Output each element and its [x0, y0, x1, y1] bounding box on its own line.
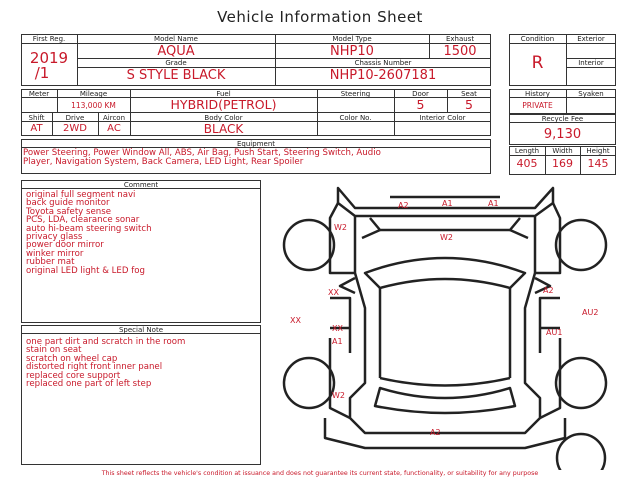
- steering-label: Steering: [340, 90, 371, 98]
- first-reg-year: 2019: [29, 49, 69, 67]
- height-label: Height: [586, 147, 610, 155]
- list-item: PCS, LDA, clearance sonar: [26, 215, 140, 226]
- model-name: AQUA: [157, 44, 195, 59]
- door-label: Door: [412, 90, 429, 98]
- model-name-label: Model Name: [154, 35, 198, 43]
- color-no-label: Color No.: [339, 114, 372, 122]
- list-item: power door mirror: [26, 240, 104, 251]
- shift-label: Shift: [28, 114, 45, 122]
- list-item: rubber mat: [26, 257, 75, 268]
- chassis-label: Chassis Number: [354, 59, 412, 67]
- aircon: AC: [107, 123, 121, 134]
- wheel-rear-right: [556, 358, 606, 408]
- height: 145: [587, 157, 609, 170]
- list-item: Toyota safety sense: [26, 206, 111, 217]
- grade: S STYLE BLACK: [126, 68, 226, 83]
- wheel-front-left: [284, 220, 334, 270]
- chassis-number: NHP10-2607181: [329, 68, 437, 83]
- door-count: 5: [416, 97, 425, 112]
- list-item: one part dirt and scratch in the room: [26, 337, 186, 347]
- seat-count: 5: [465, 97, 473, 112]
- list-item: privacy glass: [26, 232, 83, 243]
- width: 169: [552, 157, 573, 170]
- interior-label: Interior: [578, 59, 604, 67]
- equipment-label: Equipment: [237, 140, 275, 148]
- body-color-label: Body Color: [204, 114, 243, 122]
- list-item: winker mirror: [26, 248, 84, 259]
- list-item: original LED light & LED fog: [26, 265, 145, 276]
- mileage-label: Mileage: [79, 90, 108, 98]
- list-item: replaced one part of left step: [26, 379, 152, 390]
- rear-window: [375, 388, 515, 413]
- condition-label: Condition: [520, 35, 555, 43]
- recycle-fee: 9,130: [543, 127, 582, 142]
- damage-mark: W2: [334, 223, 347, 232]
- drive: 2WD: [63, 123, 87, 134]
- car-damage-diagram: [270, 178, 620, 470]
- meter-label: Meter: [28, 90, 50, 98]
- list-item: replaced core support: [26, 370, 121, 381]
- damage-mark: AU2: [582, 308, 599, 317]
- comment-label: Comment: [123, 181, 159, 189]
- damage-mark: A1: [332, 337, 343, 346]
- mileage: 113,000 KM: [71, 101, 116, 110]
- history-label: History: [525, 90, 550, 98]
- grade-label: Grade: [165, 59, 187, 67]
- page-title: Vehicle Information Sheet: [217, 8, 423, 26]
- equipment-line-2: Player, Navigation System, Back Camera, LED Light, Rear Spoiler: [23, 157, 304, 167]
- model-type-label: Model Type: [332, 35, 372, 43]
- special-note-label: Special Note: [118, 326, 164, 334]
- equipment-line-1: Power Steering, Power Window All, ABS, Air Bag, Push Start, Steering Switch, Audio: [23, 148, 381, 158]
- first-reg-month: /1: [34, 64, 50, 82]
- damage-mark: A1: [488, 199, 499, 208]
- damage-mark: A2: [430, 428, 441, 437]
- list-item: auto hi-beam steering switch: [26, 223, 152, 234]
- damage-mark: XX: [328, 288, 339, 297]
- recycle-label: Recycle Fee: [541, 115, 584, 123]
- list-item: scratch on wheel cap: [26, 353, 118, 364]
- special-note-list: [26, 338, 260, 388]
- damage-mark: A1: [442, 199, 453, 208]
- shift: AT: [30, 123, 43, 134]
- list-item: stain on seat: [26, 345, 82, 356]
- first-reg-label: First Reg.: [32, 35, 66, 43]
- windshield: [365, 258, 525, 288]
- aircon-label: Aircon: [102, 114, 126, 122]
- damage-mark: A2: [543, 286, 554, 295]
- list-item: back guide monitor: [26, 198, 110, 209]
- footer-disclaimer: This sheet reflects the vehicle's condition at issuance and does not guarantee its current state, functionality, or suitability for any purpose: [101, 470, 539, 477]
- damage-mark: XX: [332, 324, 343, 333]
- interior-color-label: Interior Color: [419, 114, 466, 122]
- condition-grade: R: [531, 53, 544, 73]
- car-body: [350, 216, 540, 433]
- seat-label: Seat: [461, 90, 477, 98]
- list-item: distorted right front inner panel: [26, 362, 163, 373]
- fuel-label: Fuel: [216, 90, 231, 98]
- body-color: BLACK: [203, 122, 244, 136]
- model-type: NHP10: [330, 44, 374, 59]
- exhaust: 1500: [443, 44, 477, 59]
- damage-mark: W2: [440, 233, 453, 242]
- damage-mark: A2: [398, 201, 409, 210]
- length-label: Length: [514, 147, 540, 155]
- list-item: original full segment navi: [26, 190, 136, 200]
- wheel-rear-left: [284, 358, 334, 408]
- fuel: HYBRID(PETROL): [170, 97, 277, 112]
- syaken-label: Syaken: [578, 90, 604, 98]
- comment-list: [26, 191, 260, 275]
- drive-label: Drive: [65, 114, 85, 122]
- damage-mark: W2: [332, 391, 345, 400]
- width-label: Width: [552, 147, 573, 155]
- exterior-label: Exterior: [577, 35, 605, 43]
- history: PRIVATE: [522, 101, 553, 110]
- wheel-front-right: [556, 220, 606, 270]
- damage-mark: XX: [290, 316, 301, 325]
- length: 405: [516, 157, 538, 170]
- damage-mark: AU1: [546, 328, 563, 337]
- exhaust-label: Exhaust: [445, 35, 475, 43]
